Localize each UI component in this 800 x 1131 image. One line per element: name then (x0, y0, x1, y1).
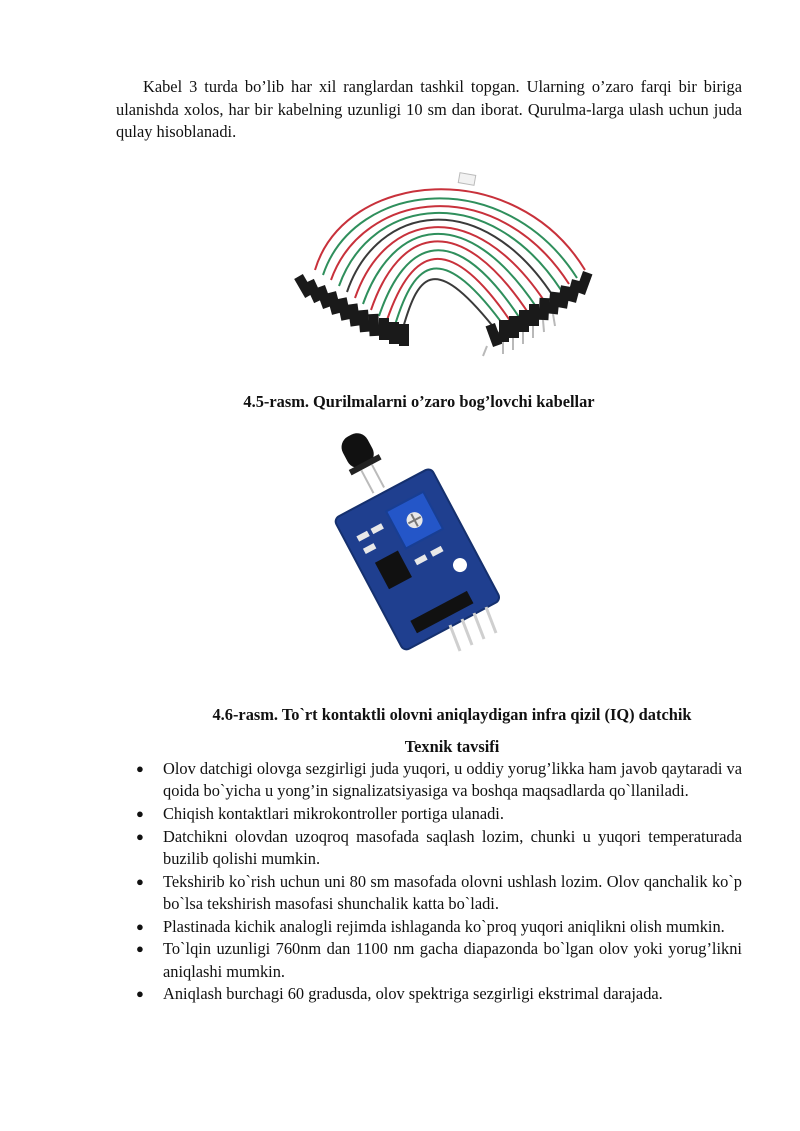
jumper-cables-image (285, 160, 605, 360)
list-item-text: Olov datchigi olovga sezgirligi juda yuqori, u oddiy yorug’likka ham javob qaytaradi va qoida bo`yicha u yong’in signalizatsiyasiga va boshqa maqsadlarda qo`llaniladi. (163, 759, 742, 801)
figure-caption-1: 4.5-rasm. Qurilmalarni o’zaro bog’lovchi kabellar (243, 392, 595, 411)
intro-paragraph: Kabel 3 turda bo’lib har xil ranglardan tashkil topgan. Ularning o’zaro farqi bir biriga ulanishda xolos, har bir kabelning uzunligi 10 sm dan iborat. Qurulma-larga ulash uchun juda qulay hisoblanadi. (116, 77, 742, 141)
bullet-icon: ● (136, 986, 144, 1002)
figure-caption-2: 4.6-rasm. To`rt kontaktli olovni aniqlaydigan infra qizil (IQ) datchik (212, 705, 692, 724)
bullet-icon: ● (136, 805, 144, 821)
list-item (136, 803, 742, 825)
bullet-icon: ● (136, 761, 144, 776)
list-item-text: Plastinada kichik analogli rejimda ishlaganda ko`proq yuqori aniqlikni olish mumkin. (163, 916, 725, 936)
bullet-icon: ● (136, 873, 144, 889)
list-item (136, 758, 742, 803)
list-item-text: Tekshirib ko`rish uchun uni 80 sm masofada olovni ushlash lozim. Olov qanchalik ko`p bo`lsa tekshirish masofasi shunchalik katta bo`ladi. (163, 871, 742, 913)
list-item (136, 938, 742, 983)
bullet-icon: ● (136, 828, 144, 844)
bullet-list (136, 758, 742, 1006)
section-title: Texnik tavsifi (404, 737, 500, 756)
list-item-text: Datchikni olovdan uzoqroq masofada saqlash lozim, chunki u yuqori temperaturada buzilib qolishi mumkin. (163, 826, 742, 868)
list-item-text: To`lqin uzunligi 760nm dan 1100 nm gacha diapazonda bo`lgan olov yoki yorug’likni aniqlashi mumkin. (163, 939, 742, 981)
flame-sensor-image (300, 425, 530, 665)
bullet-icon: ● (136, 941, 144, 957)
list-item (136, 826, 742, 871)
list-item-text: Aniqlash burchagi 60 gradusda, olov spektriga sezgirligi ekstrimal darajada. (163, 984, 663, 1004)
list-item-text: Chiqish kontaktlari mikrokontroller portiga ulanadi. (163, 803, 504, 823)
list-item (136, 871, 742, 916)
list-item (136, 916, 742, 938)
list-item (136, 983, 742, 1005)
bullet-icon: ● (136, 918, 144, 934)
